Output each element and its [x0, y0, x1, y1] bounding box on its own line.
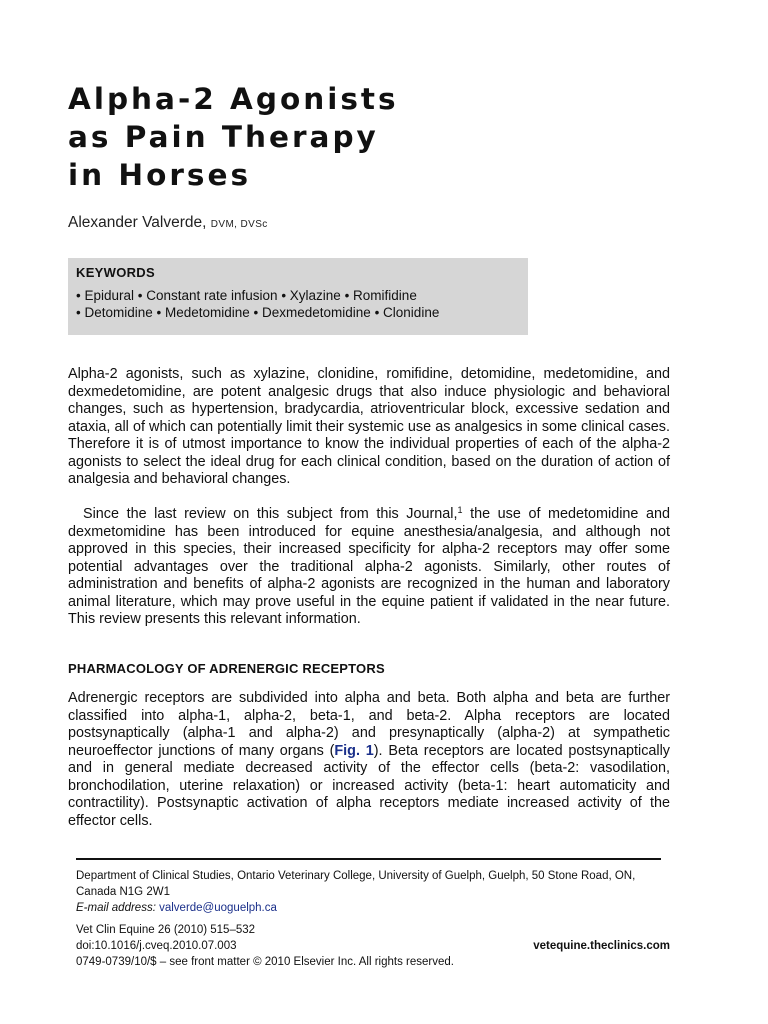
email-label: E-mail address: — [76, 902, 156, 914]
author-name: Alexander Valverde, — [68, 214, 207, 231]
section-heading: PHARMACOLOGY OF ADRENERGIC RECEPTORS — [68, 661, 385, 676]
keywords-line: • Epidural • Constant rate infusion • Xylazine • Romifidine — [76, 288, 417, 303]
journal-website[interactable]: vetequine.theclinics.com — [533, 940, 670, 952]
title-line: Alpha-2 Agonists — [68, 82, 399, 116]
citation-block — [76, 922, 670, 970]
paragraph-text: the use of medetomidine and dexmetomidine has been introduced for equine anesthesia/analgesia, and although not approved in this species, their increased specificity for alpha-2 receptors may offer some potential advantages over the traditional alpha-2 agonists. Similarly, other routes of administration and benefits of alpha-2 agonists are recognized in the human and laboratory animal literature, which may prove useful in the equine patient if validated in the near future. This review presents this relevant information. — [68, 506, 670, 627]
paragraph-text: Since the last review on this subject from this Journal, — [83, 506, 458, 522]
keywords-heading: KEYWORDS — [76, 265, 155, 280]
journal-citation: Vet Clin Equine 26 (2010) 515–532 — [76, 924, 256, 936]
paragraph-text: Adrenergic receptors are subdivided into alpha and beta. Both alpha and beta are further classified into alpha-1, alpha-2, beta-1, and beta-2. Alpha receptors are located postsynaptically (alpha-1 and alpha-2) and presynaptically (alpha-2) at sympathetic neuroeffector junctions of many organs ( — [68, 690, 670, 759]
author-line — [68, 214, 268, 232]
intro-paragraph: Alpha-2 agonists, such as xylazine, clonidine, romifidine, detomidine, medetomidine, and dexmedetomidine, are potent analgesic drugs that also induce physiologic and behavioral changes, such as hypertension, bradycardia, atrioventricular block, excessive sedation and ataxia, all of which can potentially limit their systemic use as analgesics in some clinical cases. Therefore it is of utmost importance to know the individual properties of each of the alpha-2 agonists to select the ideal drug for each clinical condition, based on the duration of action of analgesia and behavioral changes. — [68, 366, 670, 487]
title-line: as Pain Therapy — [68, 120, 379, 154]
reference-superscript[interactable]: 1 — [457, 505, 463, 515]
keywords-line: • Detomidine • Medetomidine • Dexmedetomidine • Clonidine — [76, 305, 440, 320]
affiliation-footnote — [76, 868, 670, 916]
email-link[interactable]: valverde@uoguelph.ca — [159, 902, 277, 914]
footnote-divider — [76, 858, 661, 860]
pharmacology-paragraph — [68, 690, 670, 830]
email-line — [76, 900, 670, 916]
paragraph-text: ). Beta receptors are located postsynaptically and in general mediate decreased activity of the effector cells (beta-2: vasodilation, bronchodilation, uterine relaxation) or increased activity (beta-1: heart automaticity and contractility). Postsynaptic activation of alpha receptors mediate increased activity of the effector cells. — [68, 742, 670, 829]
article-title — [68, 80, 628, 194]
doi-text[interactable]: doi:10.1016/j.cveq.2010.07.003 — [76, 940, 237, 952]
figure-link[interactable]: Fig. 1 — [334, 742, 374, 759]
keywords-box — [68, 258, 528, 335]
review-paragraph — [68, 506, 670, 629]
author-credentials: DVM, DVSc — [210, 219, 268, 230]
affiliation-text: Department of Clinical Studies, Ontario Veterinary College, University of Guelph, Guelph, 50 Stone Road, ON, Canada N1G 2W1 — [76, 870, 636, 898]
title-line: in Horses — [68, 158, 252, 192]
doi-row — [76, 938, 670, 954]
copyright-text: 0749-0739/10/$ – see front matter © 2010 Elsevier Inc. All rights reserved. — [76, 956, 454, 968]
